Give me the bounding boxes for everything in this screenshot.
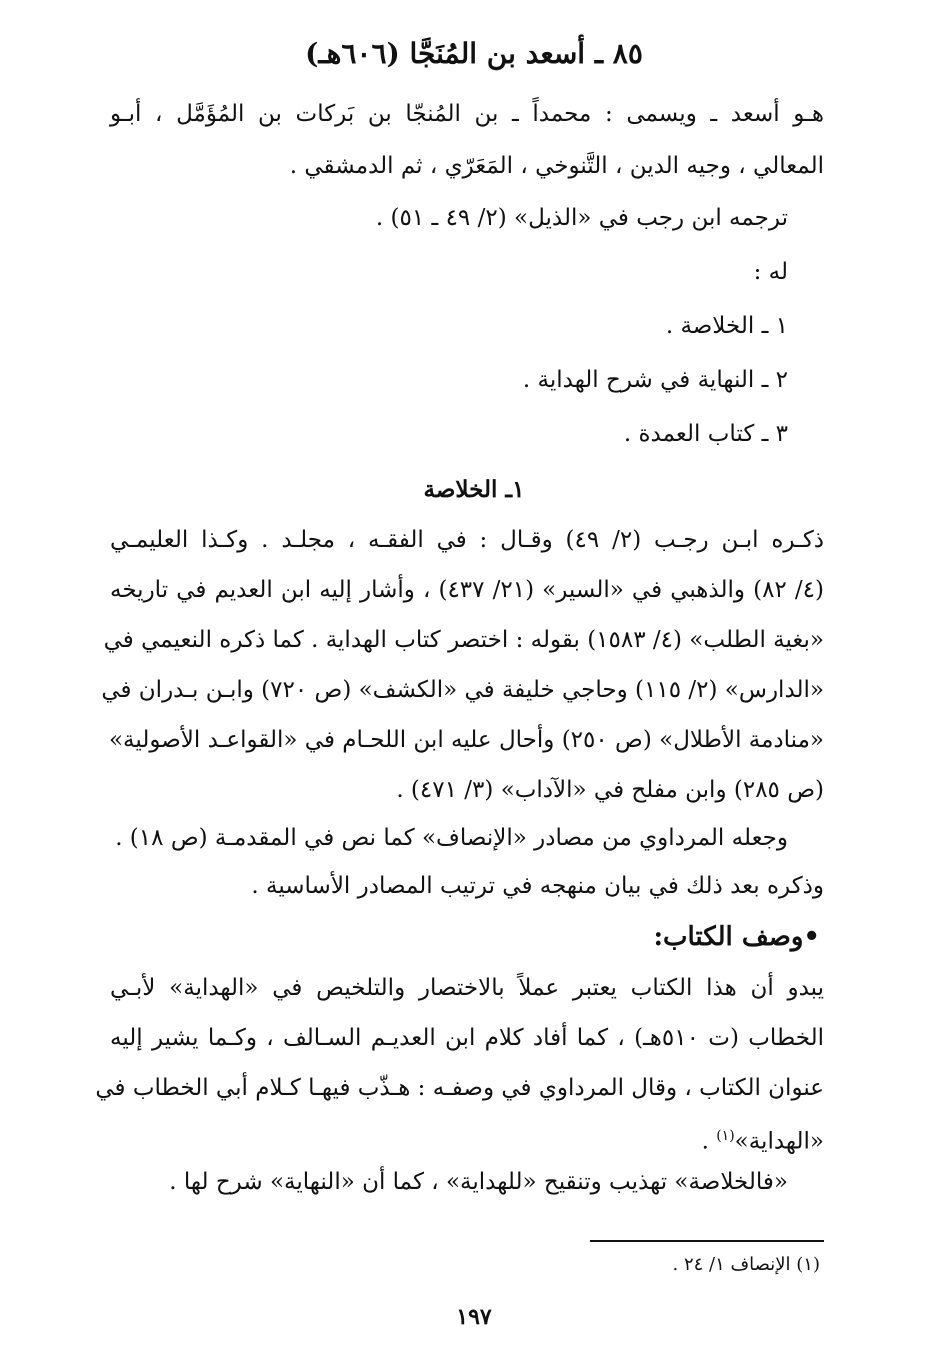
section1-line: ذكـره ابـن رجـب (٢/ ٤٩) وقـال : في الفقـه ، مجلـد . وكـذا العليمـي (110, 527, 825, 553)
page-number: ١٩٧ (456, 1304, 492, 1330)
section1-para2-line: وذكره بعد ذلك في بيان منهجه في ترتيب المصادر الأساسية . (251, 873, 824, 899)
sentence-end: . (701, 1128, 717, 1155)
entry-title: ٨٥ ـ أسعد بن المُنَجَّا (٦٠٦هـ) (305, 37, 643, 70)
translated-by-line: ترجمه ابن رجب في «الذيل» (٢/ ٤٩ ـ ٥١) . (375, 205, 788, 231)
works-item: ٢ ـ النهاية في شرح الهداية . (522, 367, 788, 393)
section2-last-line (110, 1116, 824, 1162)
section-heading-khulasa: ١ـ الخلاصة (423, 476, 525, 503)
section2-closing-line: «فالخلاصة» تهذيب وتنقيح «للهداية» ، كما أن «النهاية» شرح لها . (169, 1169, 788, 1195)
section2-line: عنوان الكتاب ، وقال المرداوي في وصفـه : هـذّب فيهـا كـلام أبي الخطاب في (95, 1075, 824, 1101)
section-heading-description: •وصف الكتاب: (653, 922, 820, 952)
footnote-reference: (١) (716, 1128, 735, 1144)
section1-line: «بغية الطلب» (٤/ ١٥٨٣) بقوله : اختصر كتاب الهداية . كما ذكره النعيمي في (103, 627, 824, 653)
section1-line: «الدارس» (٢/ ١١٥) وحاجي خليفة في «الكشف» (ص ٧٢٠) وابـن بـدران في (101, 677, 824, 703)
section1-para2-line: وجعله المرداوي من مصادر «الإنصاف» كما نص في المقدمـة (ص ١٨) . (115, 825, 788, 851)
section2-line: الخطاب (ت ٥١٠هـ) ، كما أفاد كلام ابن العديـم السـالف ، وكـما يشير إليه (110, 1025, 824, 1051)
footnote: (١) الإنصاف ١/ ٢٤ . (672, 1254, 820, 1275)
section2-line: يبدو أن هذا الكتاب يعتبر عملاً بالاختصار والتلخيص في «الهداية» لأبـي (110, 975, 824, 1001)
section1-line: (ص ٢٨٥) وابن مفلح في «الآداب» (٣/ ٤٧١) . (396, 777, 824, 803)
works-item: ١ ـ الخلاصة . (665, 313, 788, 339)
section1-line: (٤/ ٨٢) والذهبي في «السير» (٢١/ ٤٣٧) ، وأشار إليه ابن العديم في تاريخه (110, 577, 824, 603)
intro-line-2: المعالي ، وجيه الدين ، التَّنوخي ، المَعَرّي ، ثم الدمشقي . (289, 153, 824, 179)
footnote-divider (590, 1240, 824, 1242)
works-label: له : (753, 259, 788, 285)
works-item: ٣ ـ كتاب العمدة . (623, 421, 788, 447)
quoted-title: «الهداية» (734, 1128, 824, 1155)
section1-line: «منادمة الأطلال» (ص ٢٥٠) وأحال عليه ابن اللحـام في «القواعـد الأصولية» (108, 727, 824, 753)
intro-line-1: هـو أسعد ـ ويسمى : محمداً ـ بن المُنجّا بن بَركات بن المُؤَمَّل ، أبـو (110, 101, 824, 127)
